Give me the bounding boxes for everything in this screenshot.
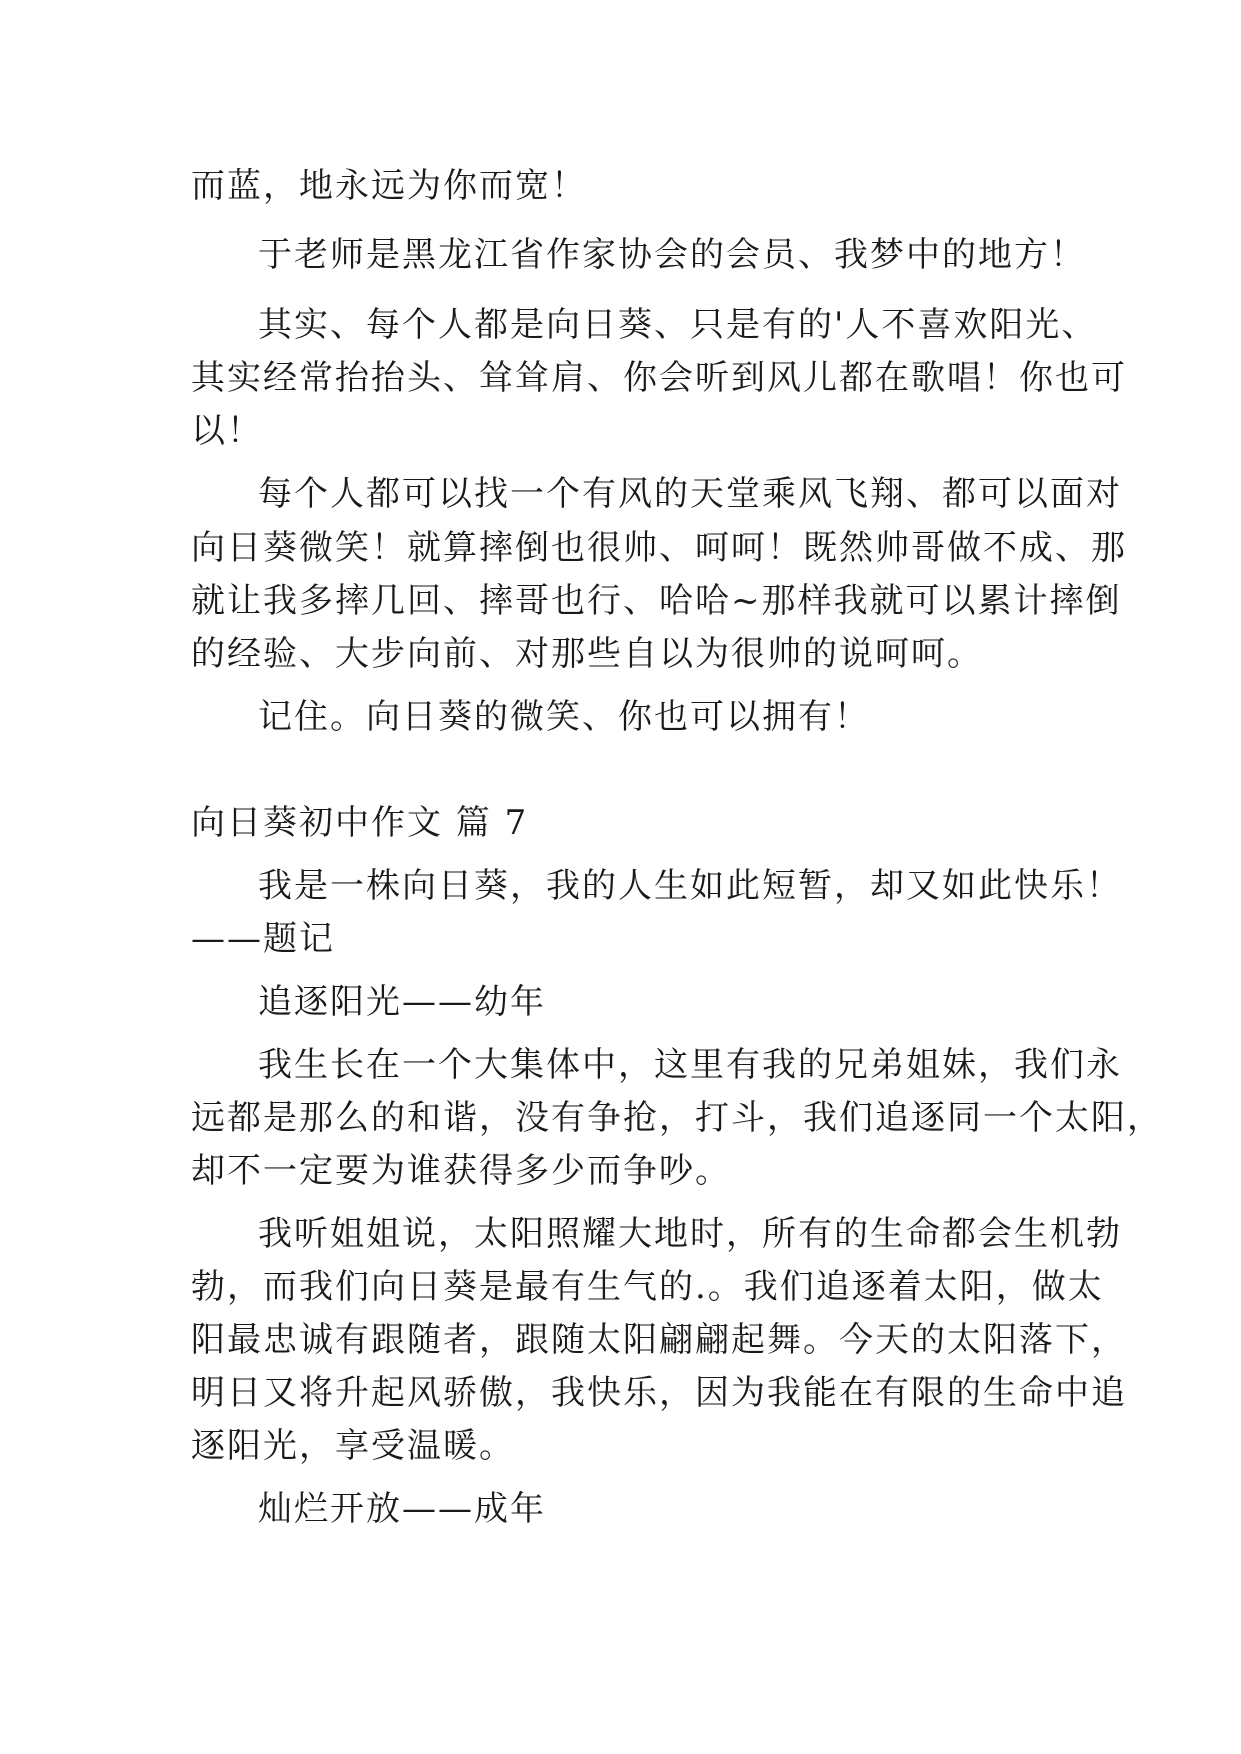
paragraph-line: 我是一株向日葵，我的人生如此短暂，却又如此快乐！ (258, 866, 1122, 906)
paragraph-line: 远都是那么的和谐，没有争抢，打斗，我们追逐同一个太阳， (191, 1098, 1163, 1138)
section-heading: 向日葵初中作文 篇 7 (191, 803, 529, 843)
subheading: 追逐阳光——幼年 (258, 982, 546, 1022)
paragraph-line: 其实经常抬抬头、耸耸肩、你会听到风儿都在歌唱！你也可 (191, 358, 1127, 398)
paragraph-line: 向日葵微笑！就算摔倒也很帅、呵呵！既然帅哥做不成、那 (191, 528, 1127, 568)
paragraph-line: 就让我多摔几回、摔哥也行、哈哈~那样我就可以累计摔倒 (191, 581, 1122, 621)
paragraph-line: 于老师是黑龙江省作家协会的会员、我梦中的地方！ (258, 235, 1086, 275)
paragraph-line: 逐阳光，享受温暖。 (191, 1426, 515, 1466)
paragraph-line: 以！ (191, 411, 263, 451)
paragraph-line: 而蓝，地永远为你而宽！ (191, 166, 587, 206)
paragraph-line: 记住。向日葵的微笑、你也可以拥有！ (258, 697, 870, 737)
paragraph-line: 的经验、大步向前、对那些自以为很帅的说呵呵。 (191, 634, 983, 674)
paragraph-line: 其实、每个人都是向日葵、只是有的'人不喜欢阳光、 (258, 305, 1098, 345)
paragraph-line: 勃，而我们向日葵是最有生气的.。我们追逐着太阳，做太 (191, 1267, 1104, 1307)
paragraph-line: 我生长在一个大集体中，这里有我的兄弟姐妹，我们永 (258, 1045, 1122, 1085)
paragraph-line: ——题记 (191, 919, 335, 959)
paragraph-line: 阳最忠诚有跟随者，跟随太阳翩翩起舞。今天的太阳落下， (191, 1320, 1127, 1360)
paragraph-line: 却不一定要为谁获得多少而争吵。 (191, 1151, 731, 1191)
paragraph-line: 我听姐姐说，太阳照耀大地时，所有的生命都会生机勃 (258, 1214, 1122, 1254)
subheading: 灿烂开放——成年 (258, 1489, 546, 1529)
paragraph-line: 每个人都可以找一个有风的天堂乘风飞翔、都可以面对 (258, 474, 1122, 514)
paragraph-line: 明日又将升起风骄傲，我快乐，因为我能在有限的生命中追 (191, 1373, 1127, 1413)
